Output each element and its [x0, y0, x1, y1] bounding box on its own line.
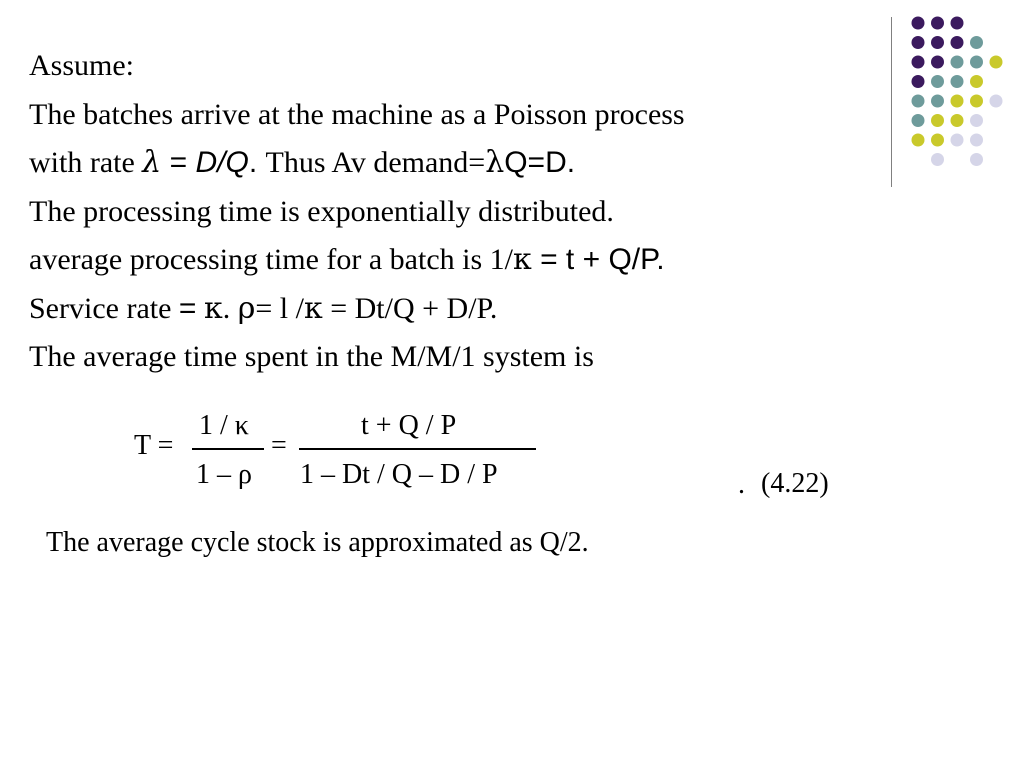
- decorative-dot: [970, 134, 983, 147]
- body-text: [29, 42, 685, 382]
- lambda-symbol: λ: [142, 145, 162, 180]
- rho-symbol: ρ: [237, 290, 256, 326]
- cycle-stock-text: The average cycle stock is approximated as Q/2.: [46, 527, 589, 558]
- decorative-dot: [951, 36, 964, 49]
- line-poisson: The batches arrive at the machine as a Poisson process: [29, 97, 685, 131]
- decorative-dot: [912, 56, 925, 69]
- eq-fraction-bar-2: [299, 448, 536, 450]
- line-exponential: The processing time is exponentially distributed.: [29, 194, 614, 228]
- decorative-dot: [931, 134, 944, 147]
- line-assume: Assume:: [29, 49, 134, 82]
- line-service-rate: [29, 285, 685, 334]
- eq-denominator-2: 1 – Dt / Q – D / P: [300, 459, 498, 490]
- kappa-symbol: κ: [512, 242, 532, 277]
- proc-value: = t + Q/P.: [531, 243, 665, 276]
- kappa-symbol-2: κ: [203, 290, 223, 326]
- decorative-dot: [912, 134, 925, 147]
- rho-value: = Dt/Q + D/P.: [322, 291, 498, 325]
- rate-value: D/Q: [195, 146, 249, 179]
- decorative-dot: [951, 134, 964, 147]
- decorative-dot: [931, 36, 944, 49]
- decorative-dot: [912, 95, 925, 108]
- decorative-dot: [912, 75, 925, 88]
- decorative-dot: [970, 36, 983, 49]
- decorative-dot: [990, 56, 1003, 69]
- eq-equals: =: [271, 430, 287, 461]
- line-processing-time: [29, 236, 685, 285]
- decorative-dot: [951, 17, 964, 30]
- decorative-dot: [912, 36, 925, 49]
- decorative-dot: [970, 153, 983, 166]
- decorative-dot: [912, 17, 925, 30]
- decorative-dot: [931, 153, 944, 166]
- service-text: Service rate: [29, 291, 179, 325]
- decorative-dot: [931, 75, 944, 88]
- service-space: [196, 292, 204, 325]
- kappa-symbol-3: κ: [303, 290, 323, 326]
- rate-text: with rate: [29, 146, 143, 179]
- decorative-vertical-line: [891, 17, 892, 187]
- decorative-dot: [951, 114, 964, 127]
- eq-numerator-1: 1 / κ: [199, 410, 249, 441]
- decorative-dot: [990, 95, 1003, 108]
- decorative-dot: [912, 114, 925, 127]
- decorative-dot: [931, 56, 944, 69]
- eq-lhs: T =: [134, 430, 174, 461]
- decorative-dot: [931, 114, 944, 127]
- decorative-dot: [951, 56, 964, 69]
- line-rate: [29, 139, 685, 188]
- eq-denominator-1: 1 – ρ: [196, 459, 252, 490]
- decorative-dot: [951, 95, 964, 108]
- line-mm1: The average time spent in the M/M/1 system is: [29, 340, 594, 373]
- decorative-dot: [931, 17, 944, 30]
- decorative-dot: [951, 75, 964, 88]
- demand-period: .: [566, 146, 576, 179]
- proc-text: average processing time for a batch is 1/: [29, 243, 513, 276]
- demand-value: Q=D: [504, 146, 567, 179]
- decorative-dot: [931, 95, 944, 108]
- decorative-dot: [970, 56, 983, 69]
- decorative-dot: [970, 114, 983, 127]
- rate-period: .: [248, 146, 266, 179]
- decorative-dot: [970, 95, 983, 108]
- demand-text: Thus Av demand=: [265, 146, 486, 179]
- lambda-symbol-2: λ: [485, 145, 505, 180]
- service-equals: =: [178, 291, 197, 325]
- rho-def: = l /: [255, 291, 304, 325]
- rate-equals: =: [161, 146, 196, 179]
- eq-dot: .: [738, 469, 745, 500]
- eq-fraction-bar-1: [192, 448, 264, 450]
- decorative-dot: [970, 75, 983, 88]
- eq-numerator-2: t + Q / P: [361, 410, 457, 441]
- service-period: .: [222, 291, 238, 325]
- eq-number: (4.22): [761, 468, 829, 499]
